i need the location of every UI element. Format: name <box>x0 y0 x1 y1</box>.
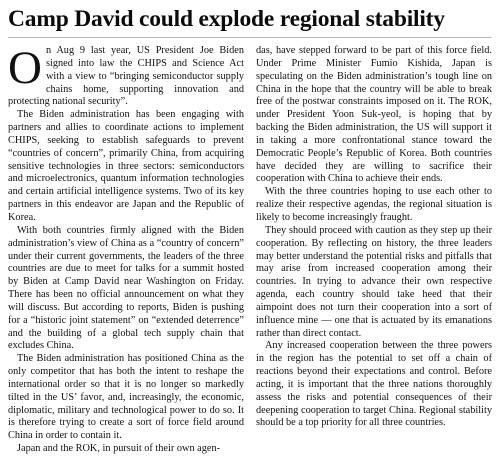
headline: Camp David could explode regional stability <box>8 6 445 32</box>
headline-divider <box>8 37 492 38</box>
column-left <box>8 45 244 467</box>
article-body <box>8 45 492 467</box>
paragraph: On Aug 9 last year, US President Joe Biden signed into law the CHIPS and Science Act with a view to “bringing semiconductor supply chains home, supporting innovation and protecting national security”. <box>8 45 244 108</box>
column-right <box>256 45 492 467</box>
paragraph: Japan and the ROK, in pursuit of their own agen- <box>17 443 221 455</box>
drop-cap: O <box>8 45 42 94</box>
paragraph: They should proceed with caution as they step up their cooperation. By reflecting on history, the three leaders may better understand the potential risks and pitfalls that may arise from increased cooperation among their countries. In trying to advance their own respective agenda, each country should take heed that their aimpoint does not turn their cooperation into a sort of influence mine — one that is actuated by its emanations rather than direct contact. <box>256 224 492 339</box>
paragraph: das, have stepped forward to be part of this force field. Under Prime Minister Fumio Kishida, Japan is speculating on the Biden administration’s tough line on China in the hope that the country will be able to break free of the postwar constraints imposed on it. The ROK, under President Yoon Suk-yeol, is hoping that by backing the Biden administration, the US will support it in taking a more confrontational stance toward the Democratic People’s Republic of Korea. Both countries have decided they are willing to sacrifice their cooperation with China to achieve their ends. <box>256 45 492 185</box>
paragraph: The Biden administration has positioned China as the only competitor that has both the intent to reshape the international order so that it is no longer so markedly tilted in the US’ favor, and, increasingly, the economic, diplomatic, military and technological power to do so. It is therefore trying to create a sort of force field around China in order to contain it. <box>8 353 244 442</box>
paragraph: The Biden administration has been engaging with partners and allies to coordinate actions to implement CHIPS, seeking to establish safeguards to prevent “countries of concern”, primarily China, from acquiring sensitive technologies in three sectors: semiconductors and microelectronics, quantum information technologies and certain artificial intelligence systems. Two of its key partners in this endeavor are Japan and the Republic of Korea. <box>8 109 244 223</box>
paragraph: Any increased cooperation between the three powers in the region has the potential to set off a chain of reactions beyond their expectations and control. Before acting, it is important that the three nations thoroughly assess the risks and potential consequences of their deepening cooperation to target China. Regional stability should be a top priority for all three countries. <box>256 340 492 429</box>
paragraph: With the three countries hoping to use each other to realize their respective agendas, the regional situation is likely to become increasingly fraught. <box>256 186 492 223</box>
paragraph: With both countries firmly aligned with the Biden administration’s view of China as a “country of concern” under their current governments, the leaders of the three countries are due to meet for talks for a summit hosted by Biden at Camp David near Washington on Friday. There has been no official announcement on what they will discuss. But according to reports, Biden is pushing for a “historic joint statement” on “extended deterrence” and the building of a global tech supply chain that excludes China. <box>8 224 244 352</box>
